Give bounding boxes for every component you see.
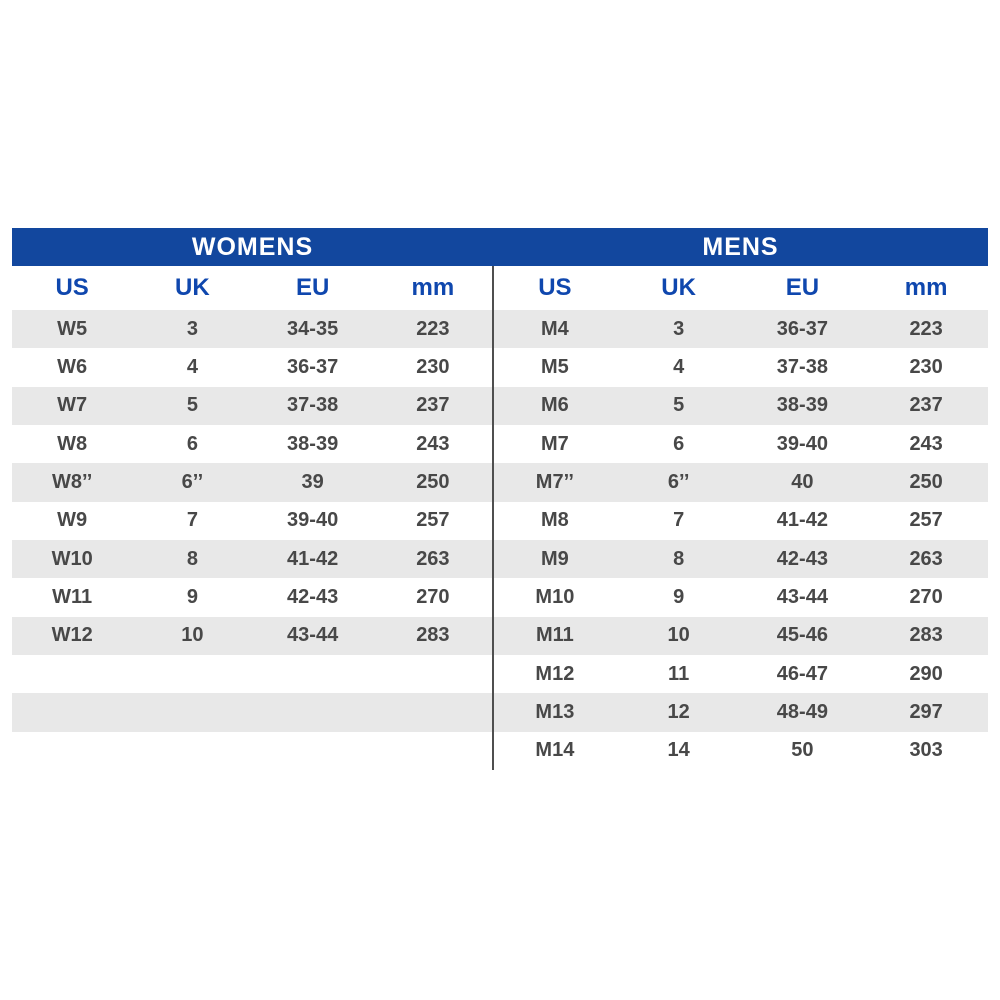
- womens-row-cells: [12, 540, 493, 578]
- womens-row-cells: [12, 655, 493, 693]
- column-header-row: [12, 266, 988, 310]
- column-header: mm: [411, 274, 455, 301]
- size-cell: 37-38: [287, 394, 339, 417]
- size-cell: W12: [51, 624, 93, 647]
- table-row: [12, 502, 988, 540]
- section-title-bar: [12, 228, 988, 266]
- size-cell: 257: [416, 509, 450, 532]
- column-header: UK: [661, 274, 696, 301]
- size-cell: 8: [186, 547, 198, 570]
- size-cell: 5: [673, 394, 685, 417]
- mens-row-cells: [493, 348, 988, 386]
- table-row: [12, 578, 988, 616]
- size-cell: 7: [186, 509, 198, 532]
- size-cell: 5: [186, 394, 198, 417]
- womens-row-cells: [12, 463, 493, 501]
- size-cell: M4: [540, 317, 569, 340]
- size-cell: 10: [181, 624, 204, 647]
- size-cell: 36-37: [287, 355, 339, 378]
- size-cell: [12, 732, 132, 770]
- size-cell: 297: [909, 700, 943, 723]
- mens-row-cells: [493, 310, 988, 348]
- womens-section-title: WOMENS: [191, 232, 314, 261]
- womens-row-cells: [12, 732, 493, 770]
- size-cell: [132, 655, 252, 693]
- size-cell: M5: [540, 355, 569, 378]
- size-cell: 42-43: [287, 585, 339, 608]
- mens-row-cells: [493, 463, 988, 501]
- womens-row-cells: [12, 348, 493, 386]
- size-cell: 230: [909, 355, 943, 378]
- size-cell: 11: [668, 662, 690, 685]
- size-cell: 7: [673, 509, 685, 532]
- womens-row-cells: [12, 617, 493, 655]
- womens-column-headers: [12, 266, 493, 310]
- size-cell: 4: [673, 355, 685, 378]
- size-cell: M7’’: [535, 470, 574, 493]
- size-cell: 37-38: [776, 355, 828, 378]
- womens-row-cells: [12, 310, 493, 348]
- size-cell: 50: [791, 739, 814, 762]
- size-cell: 9: [673, 585, 685, 608]
- size-cell: 12: [667, 700, 690, 723]
- size-cell: 41-42: [776, 509, 828, 532]
- column-header: EU: [785, 274, 820, 301]
- size-cell: 46-47: [776, 662, 828, 685]
- mens-section-title: MENS: [702, 232, 779, 261]
- size-cell: M6: [540, 394, 569, 417]
- mens-row-cells: [493, 578, 988, 616]
- size-cell: 263: [416, 547, 450, 570]
- size-table: [12, 266, 988, 770]
- size-cell: 14: [667, 739, 690, 762]
- size-cell: 270: [416, 585, 450, 608]
- table-row: [12, 463, 988, 501]
- size-cell: 290: [909, 662, 943, 685]
- womens-row-cells: [12, 425, 493, 463]
- size-cell: 237: [416, 394, 450, 417]
- size-cell: 6: [673, 432, 685, 455]
- size-cell: 6’’: [181, 470, 204, 493]
- size-cell: 38-39: [287, 432, 339, 455]
- size-cell: [12, 693, 132, 731]
- size-cell: 43-44: [287, 624, 339, 647]
- section-divider-line: [492, 266, 494, 770]
- mens-row-cells: [493, 387, 988, 425]
- size-cell: 3: [673, 317, 685, 340]
- size-cell: 223: [416, 317, 450, 340]
- size-cell: 43-44: [776, 585, 828, 608]
- size-cell: 42-43: [776, 547, 828, 570]
- mens-row-cells: [493, 693, 988, 731]
- size-cell: 41-42: [287, 547, 339, 570]
- size-cell: M12: [535, 662, 575, 685]
- mens-row-cells: [493, 502, 988, 540]
- size-cell: 250: [909, 470, 943, 493]
- size-cell: M11: [535, 624, 574, 647]
- size-cell: M9: [540, 547, 569, 570]
- size-cell: 263: [909, 547, 943, 570]
- size-cell: [373, 655, 493, 693]
- size-cell: 237: [909, 394, 943, 417]
- size-cell: [253, 732, 373, 770]
- mens-row-cells: [493, 425, 988, 463]
- column-header: US: [55, 274, 89, 301]
- size-cell: 4: [186, 355, 198, 378]
- size-cell: [253, 655, 373, 693]
- womens-row-cells: [12, 387, 493, 425]
- size-cell: 223: [909, 317, 943, 340]
- table-row: [12, 540, 988, 578]
- size-cell: [132, 732, 252, 770]
- size-cell: 230: [416, 355, 450, 378]
- size-cell: 45-46: [776, 624, 828, 647]
- size-cell: W8: [57, 432, 88, 455]
- size-cell: W11: [52, 585, 93, 608]
- size-cell: [12, 655, 132, 693]
- size-cell: 38-39: [776, 394, 828, 417]
- mens-row-cells: [493, 617, 988, 655]
- size-cell: [373, 732, 493, 770]
- size-cell: 48-49: [776, 700, 828, 723]
- table-row: [12, 348, 988, 386]
- size-cell: 8: [673, 547, 685, 570]
- size-cell: 9: [186, 585, 198, 608]
- table-row: [12, 655, 988, 693]
- size-cell: 303: [909, 739, 943, 762]
- size-cell: 34-35: [287, 317, 339, 340]
- size-cell: 283: [909, 624, 943, 647]
- size-cell: [132, 693, 252, 731]
- size-cell: 39-40: [287, 509, 339, 532]
- womens-row-cells: [12, 502, 493, 540]
- size-cell: M8: [540, 509, 569, 532]
- size-cell: W6: [57, 355, 88, 378]
- table-row: [12, 617, 988, 655]
- size-cell: 6: [186, 432, 198, 455]
- column-header: UK: [175, 274, 210, 301]
- size-cell: W9: [57, 509, 88, 532]
- size-cell: 3: [186, 317, 198, 340]
- table-row: [12, 387, 988, 425]
- size-cell: [373, 693, 493, 731]
- mens-row-cells: [493, 540, 988, 578]
- table-row: [12, 425, 988, 463]
- size-cell: [253, 693, 373, 731]
- womens-row-cells: [12, 693, 493, 731]
- size-cell: 36-37: [776, 317, 828, 340]
- size-cell: 39: [301, 470, 324, 493]
- table-row: [12, 693, 988, 731]
- size-cell: 283: [416, 624, 450, 647]
- mens-row-cells: [493, 732, 988, 770]
- table-row: [12, 310, 988, 348]
- size-cell: M7: [540, 432, 569, 455]
- size-cell: 6’’: [667, 470, 690, 493]
- size-cell: 39-40: [776, 432, 828, 455]
- size-cell: 257: [909, 509, 943, 532]
- mens-row-cells: [493, 655, 988, 693]
- mens-column-headers: [493, 266, 988, 310]
- size-cell: W8’’: [51, 470, 93, 493]
- column-header: US: [538, 274, 572, 301]
- table-row: [12, 732, 988, 770]
- size-cell: M14: [535, 739, 575, 762]
- size-cell: M13: [535, 700, 575, 723]
- size-cell: 250: [416, 470, 450, 493]
- size-cell: M10: [535, 585, 575, 608]
- size-cell: 10: [667, 624, 690, 647]
- shoe-size-chart: [12, 228, 988, 770]
- size-cell: W7: [57, 394, 88, 417]
- womens-row-cells: [12, 578, 493, 616]
- size-cell: 270: [909, 585, 943, 608]
- size-cell: W10: [51, 547, 93, 570]
- size-cell: 40: [791, 470, 814, 493]
- column-header: mm: [904, 274, 948, 301]
- size-cell: W5: [57, 317, 88, 340]
- size-cell: 243: [416, 432, 450, 455]
- size-cell: 243: [909, 432, 943, 455]
- column-header: EU: [295, 274, 330, 301]
